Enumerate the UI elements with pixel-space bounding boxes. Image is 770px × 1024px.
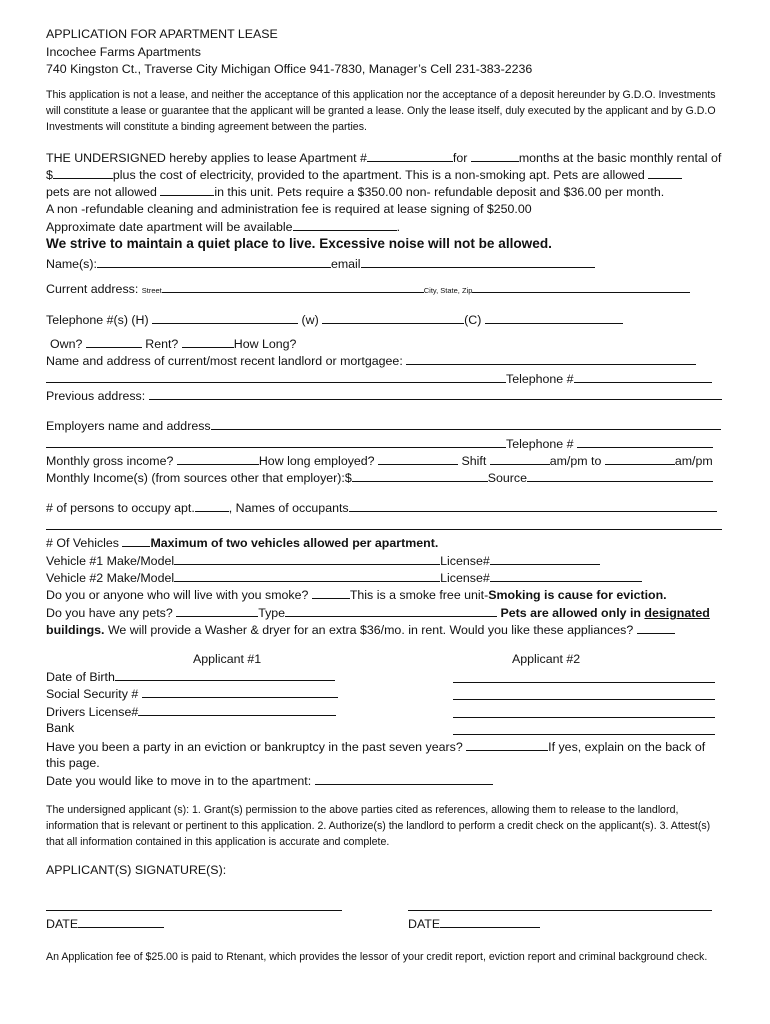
income-source-field[interactable] xyxy=(527,470,713,482)
shift-start-field[interactable] xyxy=(490,453,550,465)
street-field[interactable] xyxy=(162,281,424,293)
telephone-line: Telephone #(s) (H) (w) (C) xyxy=(46,312,623,328)
apply-line: THE UNDERSIGNED hereby applies to lease Apartment # for months at the basic monthly rental of xyxy=(46,151,722,165)
ssn-line: Social Security # xyxy=(46,686,338,702)
vehicle-1-line: Vehicle #1 Make/Model License# xyxy=(46,553,600,569)
occupant-names-field[interactable] xyxy=(349,500,717,512)
pet-type-field[interactable] xyxy=(285,605,497,617)
pets-line: pets are not allowed in this unit. Pets require a $350.00 non- refundable deposit and $36.00 per month. xyxy=(46,185,665,199)
occupant-names-line-2[interactable] xyxy=(46,529,722,530)
home-phone-field[interactable] xyxy=(152,312,298,324)
other-income-line: Monthly Income(s) (from sources other that employer):$ Source xyxy=(46,470,713,486)
eviction-field[interactable] xyxy=(466,739,548,751)
gross-income-field[interactable] xyxy=(177,453,259,465)
applicant-2-dob-field[interactable] xyxy=(453,682,715,683)
previous-address-field[interactable] xyxy=(149,388,722,400)
email-field[interactable] xyxy=(361,256,595,268)
occupants-line: # of persons to occupy apt. , Names of occupants xyxy=(46,500,717,516)
company-address: 740 Kingston Ct., Traverse City Michigan Office 941-7830, Manager’s Cell 231-383-2236 xyxy=(46,62,533,76)
consent-paragraph: The undersigned applicant (s): 1. Grant(s) permission to the above parties cited as references, allowing them to release to the landlord, information that is relevant or pertinent to this application. 2. Authorize(s) the landlord to perform a credit check on the applicant(s). 3. Attest(s) that all information contained in this application is accurate and complete. xyxy=(46,804,711,849)
company-name: Incochee Farms Apartments xyxy=(46,44,201,59)
applicant-1-signature-field[interactable] xyxy=(46,910,342,911)
available-date-field[interactable] xyxy=(293,219,397,231)
signature-label: APPLICANT(S) SIGNATURE(S): xyxy=(46,863,227,877)
applicant-2-signature-field[interactable] xyxy=(408,910,712,911)
electricity-line: $ plus the cost of electricity, provided to the apartment. This is a non-smoking apt. Pets are allowed xyxy=(46,167,682,183)
tenure-line: Own? Rent? How Long? xyxy=(50,337,297,351)
pets-field[interactable] xyxy=(176,605,258,617)
pets-not-allowed-field[interactable] xyxy=(160,184,214,196)
applicant-2-ssn-field[interactable] xyxy=(453,699,715,700)
applicant-1-date-field[interactable] xyxy=(78,916,164,928)
lease-months-field[interactable] xyxy=(471,150,519,162)
employment-length-field[interactable] xyxy=(378,453,458,465)
landlord-address-field[interactable] xyxy=(46,371,506,383)
cell-phone-field[interactable] xyxy=(485,312,623,324)
quiet-notice: We strive to maintain a quiet place to live. Excessive noise will not be allowed. xyxy=(46,236,552,251)
work-phone-field[interactable] xyxy=(322,312,464,324)
income-line: Monthly gross income? How long employed? Shift am/pm to am/pm xyxy=(46,454,713,468)
applicant-1-dob-field[interactable] xyxy=(115,669,335,681)
applicant-2-license-field[interactable] xyxy=(453,717,715,718)
footer-paragraph: An Application fee of $25.00 is paid to Rtenant, which provides the lessor of your credit report, eviction report and criminal background check. xyxy=(46,951,708,963)
previous-address-line: Previous address: xyxy=(46,388,722,404)
other-income-field[interactable] xyxy=(352,470,488,482)
own-field[interactable] xyxy=(86,336,142,348)
vehicle-2-license-field[interactable] xyxy=(490,570,642,582)
vehicle-2-line: Vehicle #2 Make/Model License# xyxy=(46,570,642,586)
header xyxy=(46,26,532,79)
disclaimer-paragraph: This application is not a lease, and neither the acceptance of this application nor the acceptance of a deposit hereunder by G.D.O. Investments will constitute a lease or guarantee that the applicant will be granted a lease. Only the lease itself, duly executed by the applicant and by G.D.O Investments will constitute a binding agreement between the parties. xyxy=(46,89,716,134)
washer-line: buildings. We will provide a Washer & dryer for an extra $36/mo. in rent. Would you like these appliances? xyxy=(46,622,675,638)
employer-line: Employers name and address xyxy=(46,418,721,434)
names-field[interactable] xyxy=(97,256,331,268)
vehicle-1-make-field[interactable] xyxy=(174,553,440,565)
vehicle-count-field[interactable] xyxy=(122,535,150,547)
city-state-zip-field[interactable] xyxy=(472,281,690,293)
current-address-line: Current address: Street City, State, Zip xyxy=(46,281,690,298)
monthly-rent-field[interactable] xyxy=(53,167,113,179)
vehicle-2-make-field[interactable] xyxy=(174,570,440,582)
drivers-license-line: Drivers License# xyxy=(46,704,336,720)
move-in-line: Date you would like to move in to the apartment: xyxy=(46,773,493,789)
applicant-1-ssn-field[interactable] xyxy=(142,686,338,698)
vehicles-line: # Of Vehicles Maximum of two vehicles allowed per apartment. xyxy=(46,536,439,550)
applicant-2-bank-field[interactable] xyxy=(453,734,715,735)
form-title: APPLICATION FOR APARTMENT LEASE xyxy=(46,27,278,41)
move-in-date-field[interactable] xyxy=(315,773,493,785)
landlord-phone-line: Telephone # xyxy=(46,371,712,387)
landlord-field[interactable] xyxy=(406,353,696,365)
bank-line: Bank xyxy=(46,721,75,735)
employer-phone-line: Telephone # xyxy=(46,436,713,452)
applicant-1-license-field[interactable] xyxy=(138,704,336,716)
eviction-line: Have you been a party in an eviction or bankruptcy in the past seven years? If yes, explain on the back of xyxy=(46,740,706,754)
appliances-field[interactable] xyxy=(637,622,675,634)
smoke-field[interactable] xyxy=(312,587,350,599)
shift-end-field[interactable] xyxy=(605,453,675,465)
date-1-line: DATE xyxy=(46,916,164,932)
persons-count-field[interactable] xyxy=(195,500,229,512)
applicant-1-heading: Applicant #1 xyxy=(193,652,262,666)
smoke-line: Do you or anyone who will live with you smoke? This is a smoke free unit-Smoking is cause for eviction. xyxy=(46,588,667,602)
dob-line: Date of Birth xyxy=(46,669,335,685)
landlord-phone-field[interactable] xyxy=(574,371,712,383)
landlord-line: Name and address of current/most recent landlord or mortgagee: xyxy=(46,353,696,369)
this-page-line: this page. xyxy=(46,756,100,770)
applicant-2-date-field[interactable] xyxy=(440,916,540,928)
employer-address-field[interactable] xyxy=(46,436,506,448)
fee-line: A non -refundable cleaning and administration fee is required at lease signing of $250.00 xyxy=(46,202,532,216)
date-2-line: DATE xyxy=(408,916,540,932)
available-line: Approximate date apartment will be available . xyxy=(46,220,401,234)
employer-phone-field[interactable] xyxy=(577,436,713,448)
pets-allowed-field[interactable] xyxy=(648,167,682,179)
applicant-2-heading: Applicant #2 xyxy=(512,652,581,666)
rent-field[interactable] xyxy=(182,336,234,348)
apartment-number-field[interactable] xyxy=(367,150,453,162)
employer-field[interactable] xyxy=(211,418,721,430)
vehicle-1-license-field[interactable] xyxy=(490,553,600,565)
names-line: Name(s): email xyxy=(46,256,595,272)
pets-question-line: Do you have any pets? Type Pets are allowed only in designated xyxy=(46,606,710,620)
